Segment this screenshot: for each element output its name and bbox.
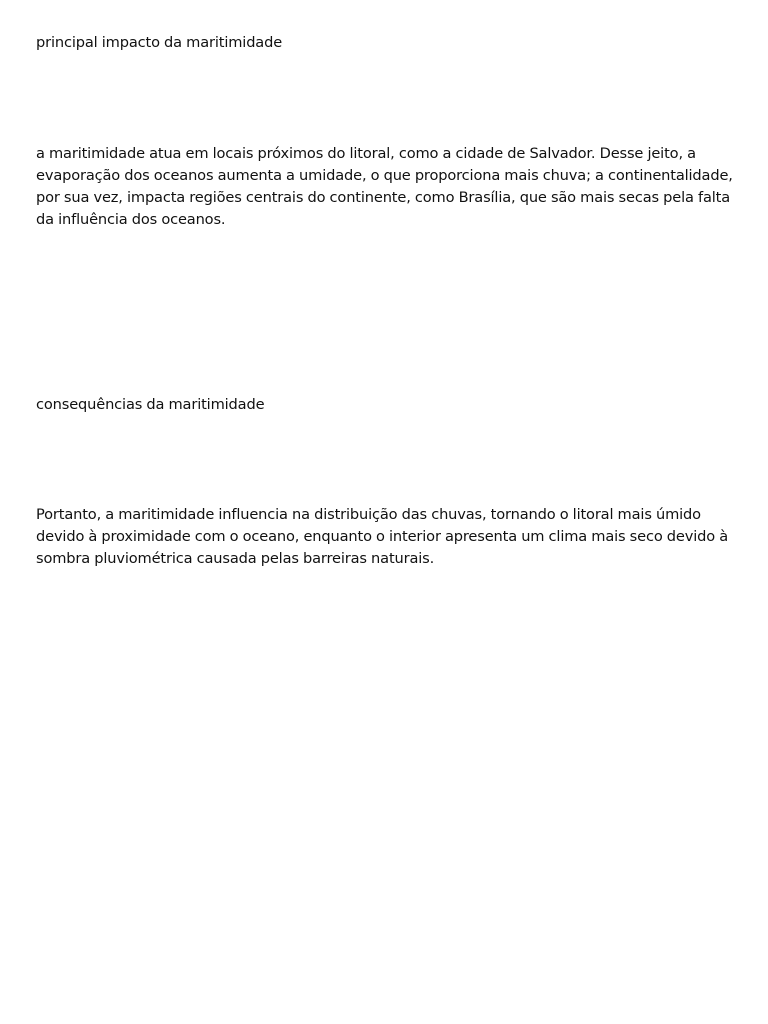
section-heading-impact: principal impacto da maritimidade xyxy=(36,34,283,51)
section-paragraph-consequences: Portanto, a maritimidade influencia na distribuição das chuvas, tornando o litoral mais úmido devido à proximidade com o oceano, enquanto o interior apresenta um clima mais seco devido à sombra pluviométrica causada pelas barreiras naturais. xyxy=(36,506,729,567)
section-paragraph-impact: a maritimidade atua em locais próximos do litoral, como a cidade de Salvador. Desse jeito, a evaporação dos oceanos aumenta a umidade, o que proporciona mais chuva; a continentalidade, por sua vez, impacta regiões centrais do continente, como Brasília, que são mais secas pela falta da influência dos oceanos. xyxy=(36,145,733,228)
section-heading-consequences: consequências da maritimidade xyxy=(36,396,265,413)
